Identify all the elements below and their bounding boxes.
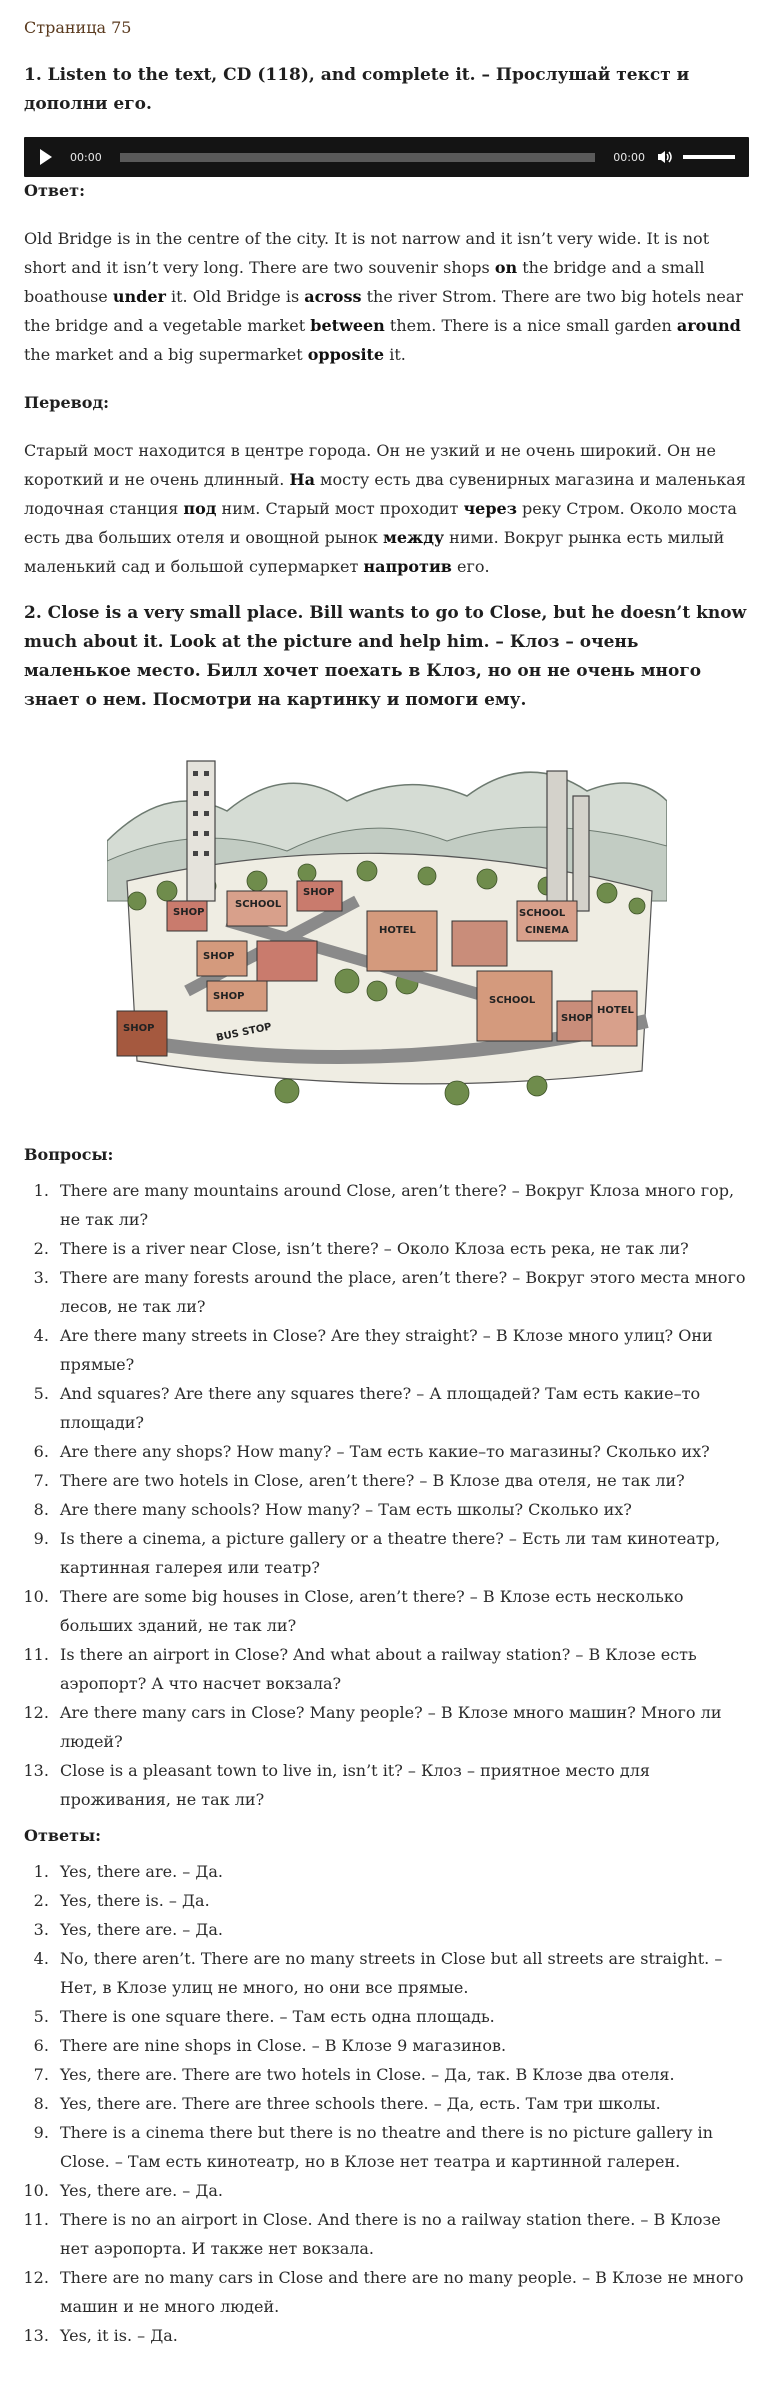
town-illustration <box>107 741 667 1121</box>
sign-hotel-1: HOTEL <box>378 925 416 936</box>
text-segment: it. Old Bridge is <box>165 287 305 306</box>
sign-shop-4: SHOP <box>212 991 244 1002</box>
question-item: 3. There are many forests around the place, aren’t there? – Вокруг этого места много лесов, не так ли? <box>54 1263 749 1321</box>
sign-school-3: SCHOOL <box>488 995 535 1006</box>
sign-cinema: CINEMA <box>524 925 569 936</box>
question-item: 10. There are some big houses in Close, aren’t there? – В Клозе есть несколько больших зданий, не так ли? <box>54 1582 749 1640</box>
question-item: 13. Close is a pleasant town to live in, isn’t it? – Клоз – приятное место для проживания, не так ли? <box>54 1756 749 1814</box>
text-segment: ними. Вокруг рынка есть милый маленький сад и большой супермаркет <box>24 528 725 576</box>
answer-item: 11. There is no an airport in Close. And there is no a railway station there. – В Клозе нет аэропорта. И также нет вокзала. <box>54 2205 749 2263</box>
answer-item: 12. There are no many cars in Close and there are no many people. – В Клозе не много машин и не много людей. <box>54 2263 749 2321</box>
questions-list <box>24 1176 749 1814</box>
sign-shop-6: SHOP <box>122 1023 154 1034</box>
answer-paragraph <box>24 224 749 369</box>
audio-current-time: 00:00 <box>70 150 102 164</box>
translation-heading: Перевод: <box>24 393 110 412</box>
answer-item: 6. There are nine shops in Close. – В Клозе 9 магазинов. <box>54 2031 749 2060</box>
keyword-bold: between <box>310 316 385 335</box>
text-segment: Old Bridge is in the centre of the city. It is not narrow and it isn’t very wide. It is not short and it isn’t very long. There are two souvenir shops <box>24 229 710 277</box>
keyword-bold: под <box>183 499 217 518</box>
sign-bus-stop: BUS STOP <box>214 1021 273 1044</box>
sign-shop-1: SHOP <box>172 907 204 918</box>
text-segment: его. <box>451 557 490 576</box>
answers-heading: Ответы: <box>24 1826 102 1845</box>
task-2-title: 2. Close is a very small place. Bill wants to go to Close, but he doesn’t know much about it. Look at the picture and help him. – Клоз – очень маленькое место. Билл хочет поехать в Клоз, но он не очень много знает о нем. Посмотри на картинку и помоги ему. <box>24 603 747 710</box>
answer-item: 1. Yes, there are. – Да. <box>54 1857 749 1886</box>
questions-heading: Вопросы: <box>24 1145 114 1164</box>
page-label: Страница 75 <box>24 18 132 37</box>
sign-shop-3: SHOP <box>202 951 234 962</box>
translation-paragraph <box>24 436 749 581</box>
question-item: 1. There are many mountains around Close, aren’t there? – Вокруг Клоза много гор, не так ли? <box>54 1176 749 1234</box>
answer-item: 8. Yes, there are. There are three schools there. – Да, есть. Там три школы. <box>54 2089 749 2118</box>
question-item: 5. And squares? Are there any squares there? – А площадей? Там есть какие–то площади? <box>54 1379 749 1437</box>
answer-item: 13. Yes, it is. – Да. <box>54 2321 749 2350</box>
text-segment: the market and a big supermarket <box>24 345 308 364</box>
keyword-bold: напротив <box>363 557 452 576</box>
volume-slider[interactable] <box>683 155 735 159</box>
answer-item: 9. There is a cinema there but there is no theatre and there is no picture gallery in Close. – Там есть кинотеатр, но в Клозе нет театра и картинной галерен. <box>54 2118 749 2176</box>
answer-heading: Ответ: <box>24 181 85 200</box>
text-segment: them. There is a nice small garden <box>384 316 677 335</box>
task-1-title: 1. Listen to the text, CD (118), and complete it. – Прослушай текст и дополни его. <box>24 65 690 114</box>
text-segment: ним. Старый мост проходит <box>216 499 464 518</box>
sign-school-1: SCHOOL <box>234 899 281 910</box>
text-segment: it. <box>384 345 406 364</box>
audio-progress-bar[interactable] <box>120 153 596 162</box>
answer-item: 10. Yes, there are. – Да. <box>54 2176 749 2205</box>
audio-total-time: 00:00 <box>613 150 645 164</box>
sign-shop-5: SHOP <box>560 1013 592 1024</box>
keyword-bold: under <box>112 287 166 306</box>
sign-hotel-2: HOTEL <box>596 1005 634 1016</box>
question-item: 4. Are there many streets in Close? Are they straight? – В Клозе много улиц? Они прямые? <box>54 1321 749 1379</box>
answers-list <box>24 1857 749 2350</box>
text-segment: the bridge and a small boathouse <box>24 258 705 306</box>
keyword-bold: opposite <box>307 345 385 364</box>
sign-school-2: SCHOOL <box>518 908 565 919</box>
text-segment: мосту есть два сувенирных магазина и маленькая лодочная станция <box>24 470 746 518</box>
question-item: 12. Are there many cars in Close? Many people? – В Клозе много машин? Много ли людей? <box>54 1698 749 1756</box>
question-item: 7. There are two hotels in Close, aren’t there? – В Клозе два отеля, не так ли? <box>54 1466 749 1495</box>
audio-player <box>24 137 749 177</box>
text-segment: the river Strom. There are two big hotels near the bridge and a vegetable market <box>24 287 744 335</box>
play-icon[interactable] <box>40 149 52 165</box>
answer-item: 7. Yes, there are. There are two hotels in Close. – Да, так. В Клозе два отеля. <box>54 2060 749 2089</box>
sign-shop-2: SHOP <box>302 887 334 898</box>
keyword-bold: around <box>676 316 741 335</box>
volume-icon[interactable] <box>657 149 673 165</box>
keyword-bold: across <box>304 287 362 306</box>
keyword-bold: on <box>494 258 518 277</box>
answer-item: 4. No, there aren’t. There are no many streets in Close but all streets are straight. – Нет, в Клозе улиц не много, но они все прямые. <box>54 1944 749 2002</box>
text-segment: реку Стром. Около моста есть два больших отеля и овощной рынок <box>24 499 737 547</box>
keyword-bold: между <box>382 528 445 547</box>
question-item: 2. There is a river near Close, isn’t there? – Около Клоза есть река, не так ли? <box>54 1234 749 1263</box>
question-item: 11. Is there an airport in Close? And what about a railway station? – В Клозе есть аэропорт? А что насчет вокзала? <box>54 1640 749 1698</box>
question-item: 9. Is there a cinema, a picture gallery or a theatre there? – Есть ли там кинотеатр, картинная галерея или театр? <box>54 1524 749 1582</box>
answer-item: 5. There is one square there. – Там есть одна площадь. <box>54 2002 749 2031</box>
question-item: 8. Are there many schools? How many? – Там есть школы? Сколько их? <box>54 1495 749 1524</box>
answer-item: 2. Yes, there is. – Да. <box>54 1886 749 1915</box>
question-item: 6. Are there any shops? How many? – Там есть какие–то магазины? Сколько их? <box>54 1437 749 1466</box>
keyword-bold: через <box>463 499 517 518</box>
text-segment: Старый мост находится в центре города. Он не узкий и не очень широкий. Он не короткий и не очень длинный. <box>24 441 716 489</box>
keyword-bold: На <box>289 470 315 489</box>
answer-item: 3. Yes, there are. – Да. <box>54 1915 749 1944</box>
